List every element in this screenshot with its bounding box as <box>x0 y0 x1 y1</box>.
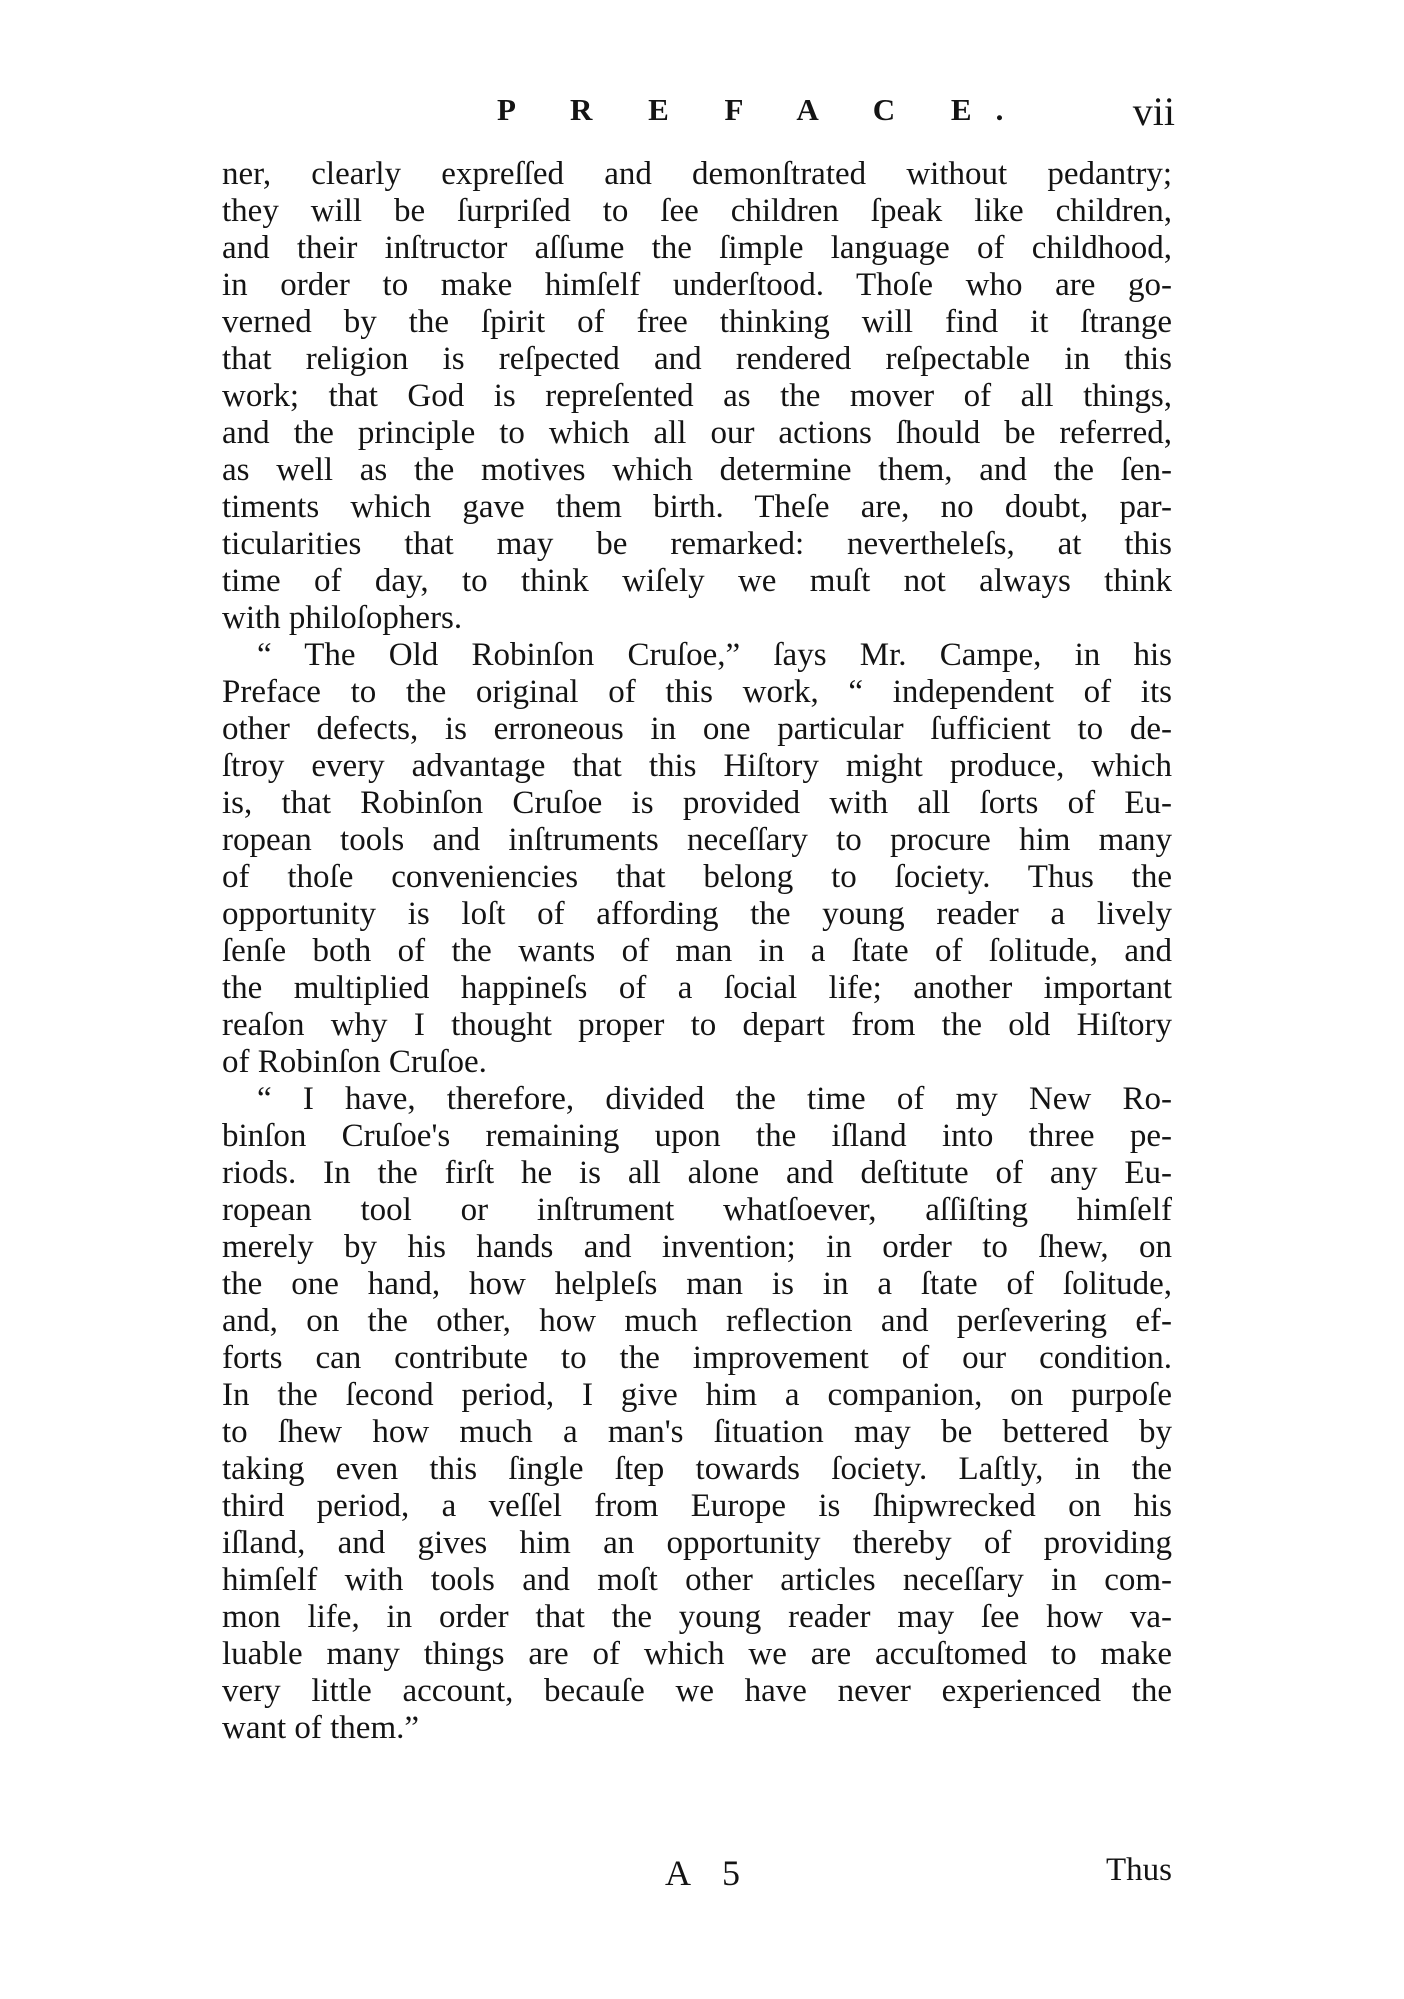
text-line: very little account, becauſe we have never experienced the <box>222 1673 1172 1709</box>
text-line: they will be ſurpriſed to ſee children ſpeak like children, <box>222 193 1172 229</box>
text-line: with philoſophers. <box>222 600 463 636</box>
text-line: opportunity is loſt of affording the young reader a lively <box>222 896 1172 932</box>
text-line: work; that God is repreſented as the mover of all things, <box>222 378 1172 414</box>
text-line: as well as the motives which determine them, and the ſen- <box>222 452 1172 488</box>
text-line: other defects, is erroneous in one particular ſufficient to de- <box>222 711 1172 747</box>
signature-mark: A 5 <box>665 1853 753 1893</box>
page-number: vii <box>1132 89 1175 134</box>
text-line: iſland, and gives him an opportunity thereby of providing <box>222 1525 1172 1561</box>
text-line: ropean tool or inſtrument whatſoever, aſſiſting himſelf <box>222 1192 1172 1228</box>
page-footer <box>222 1852 1172 1902</box>
text-line: timents which gave them birth. Theſe are, no doubt, par- <box>222 489 1172 525</box>
text-line: ſenſe both of the wants of man in a ſtate of ſolitude, and <box>222 933 1172 969</box>
body-text <box>222 156 1172 1747</box>
text-line: merely by his hands and invention; in order to ſhew, on <box>222 1229 1172 1265</box>
text-line: “ I have, therefore, divided the time of my New Ro- <box>257 1081 1172 1117</box>
text-line: time of day, to think wiſely we muſt not always think <box>222 563 1172 599</box>
text-line: ſtroy every advantage that this Hiſtory might produce, which <box>222 748 1172 784</box>
text-line: is, that Robinſon Cruſoe is provided with all ſorts of Eu- <box>222 785 1172 821</box>
text-line: that religion is reſpected and rendered reſpectable in this <box>222 341 1172 377</box>
text-line: ticularities that may be remarked: nevertheleſs, at this <box>222 526 1172 562</box>
text-line: riods. In the firſt he is all alone and deſtitute of any Eu- <box>222 1155 1172 1191</box>
text-line: the multiplied happineſs of a ſocial life; another important <box>222 970 1172 1006</box>
catchword: Thus <box>1106 1852 1172 1888</box>
text-line: third period, a veſſel from Europe is ſhipwrecked on his <box>222 1488 1172 1524</box>
running-head <box>225 89 1175 142</box>
text-line: verned by the ſpirit of free thinking will find it ſtrange <box>222 304 1172 340</box>
text-line: luable many things are of which we are accuſtomed to make <box>222 1636 1172 1672</box>
text-line: mon life, in order that the young reader may ſee how va- <box>222 1599 1172 1635</box>
text-line: in order to make himſelf underſtood. Thoſe who are go- <box>222 267 1172 303</box>
running-title: P R E F A C E. <box>497 92 1028 127</box>
text-line: ropean tools and inſtruments neceſſary to procure him many <box>222 822 1172 858</box>
text-line: binſon Cruſoe's remaining upon the iſland into three pe- <box>222 1118 1172 1154</box>
text-line: forts can contribute to the improvement of our condition. <box>222 1340 1172 1376</box>
text-line: In the ſecond period, I give him a companion, on purpoſe <box>222 1377 1172 1413</box>
text-line: want of them.” <box>222 1710 420 1746</box>
text-line: of Robinſon Cruſoe. <box>222 1044 487 1080</box>
text-line: “ The Old Robinſon Cruſoe,” ſays Mr. Campe, in his <box>257 637 1172 673</box>
text-line: to ſhew how much a man's ſituation may be bettered by <box>222 1414 1172 1450</box>
text-line: taking even this ſingle ſtep towards ſociety. Laſtly, in the <box>222 1451 1172 1487</box>
text-line: ner, clearly expreſſed and demonſtrated without pedantry; <box>222 156 1172 192</box>
text-line: and, on the other, how much reflection and perſevering ef- <box>222 1303 1172 1339</box>
text-line: and their inſtructor aſſume the ſimple language of childhood, <box>222 230 1172 266</box>
text-line: and the principle to which all our actions ſhould be referred, <box>222 415 1172 451</box>
text-line: of thoſe conveniencies that belong to ſociety. Thus the <box>222 859 1172 895</box>
text-line: reaſon why I thought proper to depart from the old Hiſtory <box>222 1007 1172 1043</box>
text-line: himſelf with tools and moſt other articles neceſſary in com- <box>222 1562 1172 1598</box>
text-line: the one hand, how helpleſs man is in a ſtate of ſolitude, <box>222 1266 1172 1302</box>
text-line: Preface to the original of this work, “ independent of its <box>222 674 1172 710</box>
